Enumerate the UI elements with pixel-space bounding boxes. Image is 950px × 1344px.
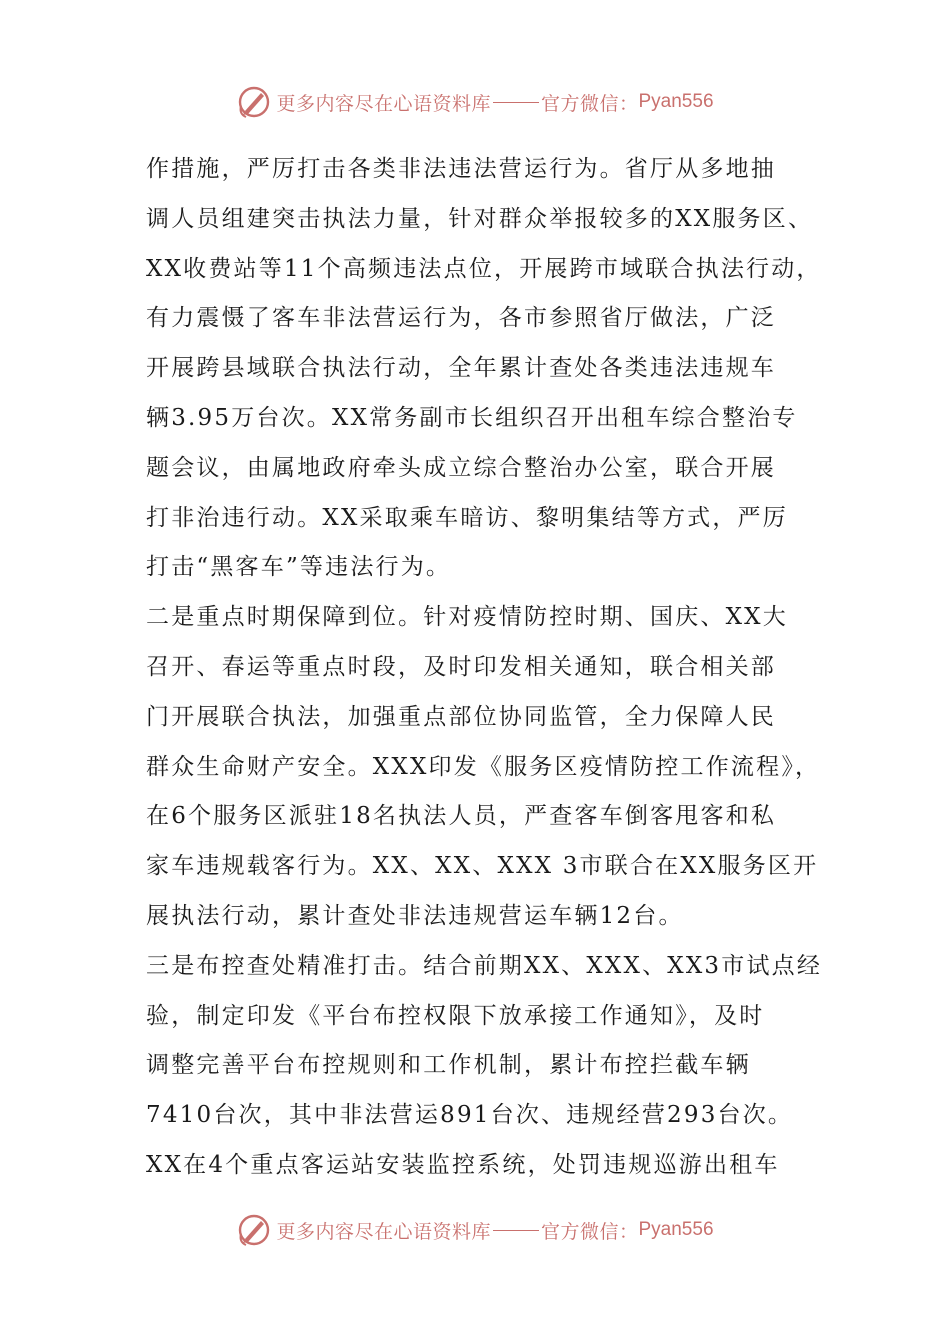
body-line-8: 打非治违行动。XX采取乘车暗访、黎明集结等方式，严厉 <box>146 504 788 531</box>
body-line-12: 门开展联合执法，加强重点部位协同监管，全力保障人民 <box>146 703 776 730</box>
body-line-2: 调人员组建突击执法力量，针对群众举报较多的XX服务区、 <box>146 205 814 232</box>
watermark-wechat-id: Pyan556 <box>638 1219 714 1240</box>
body-line-5: 开展跨县域联合执法行动，全年累计查处各类违法违规车 <box>146 355 776 382</box>
pen-circle-icon <box>236 84 272 120</box>
body-line-4: 有力震慑了客车非法营运行为，各市参照省厅做法，广泛 <box>146 305 776 332</box>
body-line-21: XX在4个重点客运站安装监控系统，处罚违规巡游出租车 <box>146 1151 780 1178</box>
document-body <box>146 145 828 1191</box>
watermark-dash <box>493 102 539 103</box>
body-line-7: 题会议，由属地政府牵头成立综合整治办公室，联合开展 <box>146 454 776 481</box>
watermark-wechat-id: Pyan556 <box>638 91 714 112</box>
body-line-1: 作措施，严厉打击各类非法违法营运行为。省厅从多地抽 <box>146 156 776 182</box>
body-line-14: 在6个服务区派驻18名执法人员，严查客车倒客甩客和私 <box>146 803 777 830</box>
body-line-10: 二是重点时期保障到位。针对疫情防控时期、国庆、XX大 <box>146 604 788 631</box>
header-watermark <box>0 82 950 122</box>
body-line-17: 三是布控查处精准打击。结合前期XX、XXX、XX3市试点经 <box>146 952 823 979</box>
body-line-6: 辆3.95万台次。XX常务副市长组织召开出租车综合整治专 <box>146 404 798 431</box>
body-line-18: 验，制定印发《平台布控权限下放承接工作通知》，及时 <box>146 1002 765 1029</box>
watermark-dash <box>493 1230 539 1231</box>
body-line-16: 展执法行动，累计查处非法违规营运车辆12台。 <box>146 902 684 929</box>
footer-watermark <box>0 1210 950 1250</box>
body-line-19: 调整完善平台布控规则和工作机制，累计布控拦截车辆 <box>146 1052 751 1079</box>
watermark-wechat-label: 官方微信： <box>540 1220 639 1243</box>
body-line-15: 家车违规载客行为。XX、XX、XXX 3市联合在XX服务区开 <box>146 853 819 880</box>
pen-circle-icon <box>236 1212 272 1248</box>
watermark-brand-text: 更多内容尽在心语资料库 <box>276 1220 491 1243</box>
body-line-9: 打击“黑客车”等违法行为。 <box>146 554 452 581</box>
body-line-11: 召开、春运等重点时段，及时印发相关通知，联合相关部 <box>146 653 776 680</box>
watermark-wechat-label: 官方微信： <box>540 92 639 115</box>
body-line-20: 7410台次，其中非法营运891台次、违规经营293台次。 <box>146 1102 794 1129</box>
body-line-3: XX收费站等11个高频违法点位，开展跨市域联合执法行动， <box>146 255 822 282</box>
watermark-brand-text: 更多内容尽在心语资料库 <box>276 92 491 115</box>
body-line-13: 群众生命财产安全。XXX印发《服务区疫情防控工作流程》， <box>146 753 821 780</box>
